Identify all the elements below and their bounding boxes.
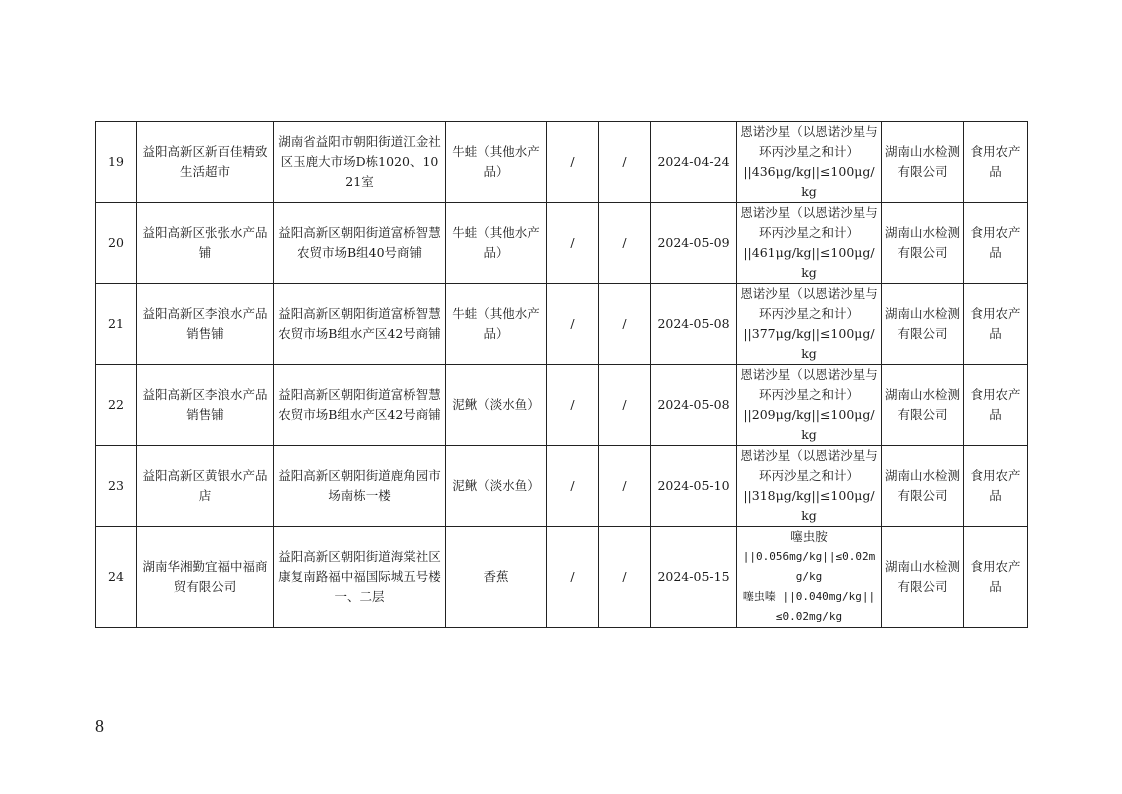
brand: / [547, 365, 599, 446]
specification: / [599, 527, 651, 628]
product-category: 食用农产品 [964, 284, 1028, 365]
business-name: 益阳高新区李浪水产品销售铺 [137, 365, 274, 446]
business-address: 益阳高新区朝阳街道富桥智慧农贸市场B组水产区42号商铺 [274, 284, 446, 365]
business-name: 湖南华湘勤宜福中福商贸有限公司 [137, 527, 274, 628]
business-address: 益阳高新区朝阳街道富桥智慧农贸市场B组水产区42号商铺 [274, 365, 446, 446]
testing-agency: 湖南山水检测有限公司 [882, 203, 964, 284]
specification: / [599, 122, 651, 203]
table-row [96, 365, 1028, 446]
row-number: 19 [96, 122, 137, 203]
product-name: 牛蛙（其他水产品） [446, 203, 547, 284]
sample-date: 2024-04-24 [651, 122, 737, 203]
failed-item [737, 365, 882, 446]
item-result: ||377μg/kg||≤100μg/kg [743, 326, 875, 361]
brand: / [547, 527, 599, 628]
business-address: 湖南省益阳市朝阳街道江金社区玉鹿大市场D栋1020、1021室 [274, 122, 446, 203]
brand: / [547, 284, 599, 365]
testing-agency: 湖南山水检测有限公司 [882, 122, 964, 203]
specification: / [599, 203, 651, 284]
product-name: 香蕉 [446, 527, 547, 628]
sample-date: 2024-05-08 [651, 365, 737, 446]
sample-date: 2024-05-09 [651, 203, 737, 284]
row-number: 20 [96, 203, 137, 284]
product-name: 牛蛙（其他水产品） [446, 284, 547, 365]
item-name: 恩诺沙星（以恩诺沙星与环丙沙星之和计） [740, 124, 878, 159]
table-row [96, 527, 1028, 628]
testing-agency: 湖南山水检测有限公司 [882, 284, 964, 365]
item-result: ||436μg/kg||≤100μg/kg [743, 164, 875, 199]
table-row [96, 446, 1028, 527]
product-category: 食用农产品 [964, 446, 1028, 527]
row-number: 24 [96, 527, 137, 628]
brand: / [547, 203, 599, 284]
business-name: 益阳高新区张张水产品铺 [137, 203, 274, 284]
business-address: 益阳高新区朝阳街道海棠社区康复南路福中福国际城五号楼一、二层 [274, 527, 446, 628]
product-name: 泥鳅（淡水鱼） [446, 446, 547, 527]
testing-agency: 湖南山水检测有限公司 [882, 365, 964, 446]
sample-date: 2024-05-10 [651, 446, 737, 527]
table-row [96, 284, 1028, 365]
business-address: 益阳高新区朝阳街道鹿角园市场南栋一楼 [274, 446, 446, 527]
specification: / [599, 284, 651, 365]
item-result: ||209μg/kg||≤100μg/kg [743, 407, 875, 442]
item-result: ||461μg/kg||≤100μg/kg [743, 245, 875, 280]
item-result: ||318μg/kg||≤100μg/kg [743, 488, 875, 523]
row-number: 21 [96, 284, 137, 365]
testing-agency: 湖南山水检测有限公司 [882, 527, 964, 628]
failed-item [737, 203, 882, 284]
specification: / [599, 446, 651, 527]
table-row [96, 122, 1028, 203]
business-name: 益阳高新区新百佳精致生活超市 [137, 122, 274, 203]
sample-date: 2024-05-08 [651, 284, 737, 365]
product-category: 食用农产品 [964, 203, 1028, 284]
inspection-results-table [95, 121, 1028, 628]
page-number: 8 [95, 716, 104, 736]
testing-agency: 湖南山水检测有限公司 [882, 446, 964, 527]
product-category: 食用农产品 [964, 365, 1028, 446]
item-name: 恩诺沙星（以恩诺沙星与环丙沙星之和计） [740, 367, 878, 402]
product-category: 食用农产品 [964, 122, 1028, 203]
specification: / [599, 365, 651, 446]
product-name: 泥鳅（淡水鱼） [446, 365, 547, 446]
failed-item [737, 527, 882, 628]
failed-item [737, 446, 882, 527]
table-row [96, 203, 1028, 284]
row-number: 23 [96, 446, 137, 527]
brand: / [547, 122, 599, 203]
sample-date: 2024-05-15 [651, 527, 737, 628]
row-number: 22 [96, 365, 137, 446]
item-result-2: 噻虫嗪 ||0.040mg/kg||≤0.02mg/kg [742, 590, 876, 623]
item-name: 恩诺沙星（以恩诺沙星与环丙沙星之和计） [740, 286, 878, 321]
business-name: 益阳高新区黄银水产品店 [137, 446, 274, 527]
product-name: 牛蛙（其他水产品） [446, 122, 547, 203]
item-name: 恩诺沙星（以恩诺沙星与环丙沙星之和计） [740, 205, 878, 240]
item-name: 噻虫胺 [790, 529, 828, 544]
item-name: 恩诺沙星（以恩诺沙星与环丙沙星之和计） [740, 448, 878, 483]
brand: / [547, 446, 599, 527]
failed-item [737, 284, 882, 365]
business-name: 益阳高新区李浪水产品销售铺 [137, 284, 274, 365]
product-category: 食用农产品 [964, 527, 1028, 628]
failed-item [737, 122, 882, 203]
item-result: ||0.056mg/kg||≤0.02mg/kg [742, 550, 876, 583]
business-address: 益阳高新区朝阳街道富桥智慧农贸市场B组40号商铺 [274, 203, 446, 284]
